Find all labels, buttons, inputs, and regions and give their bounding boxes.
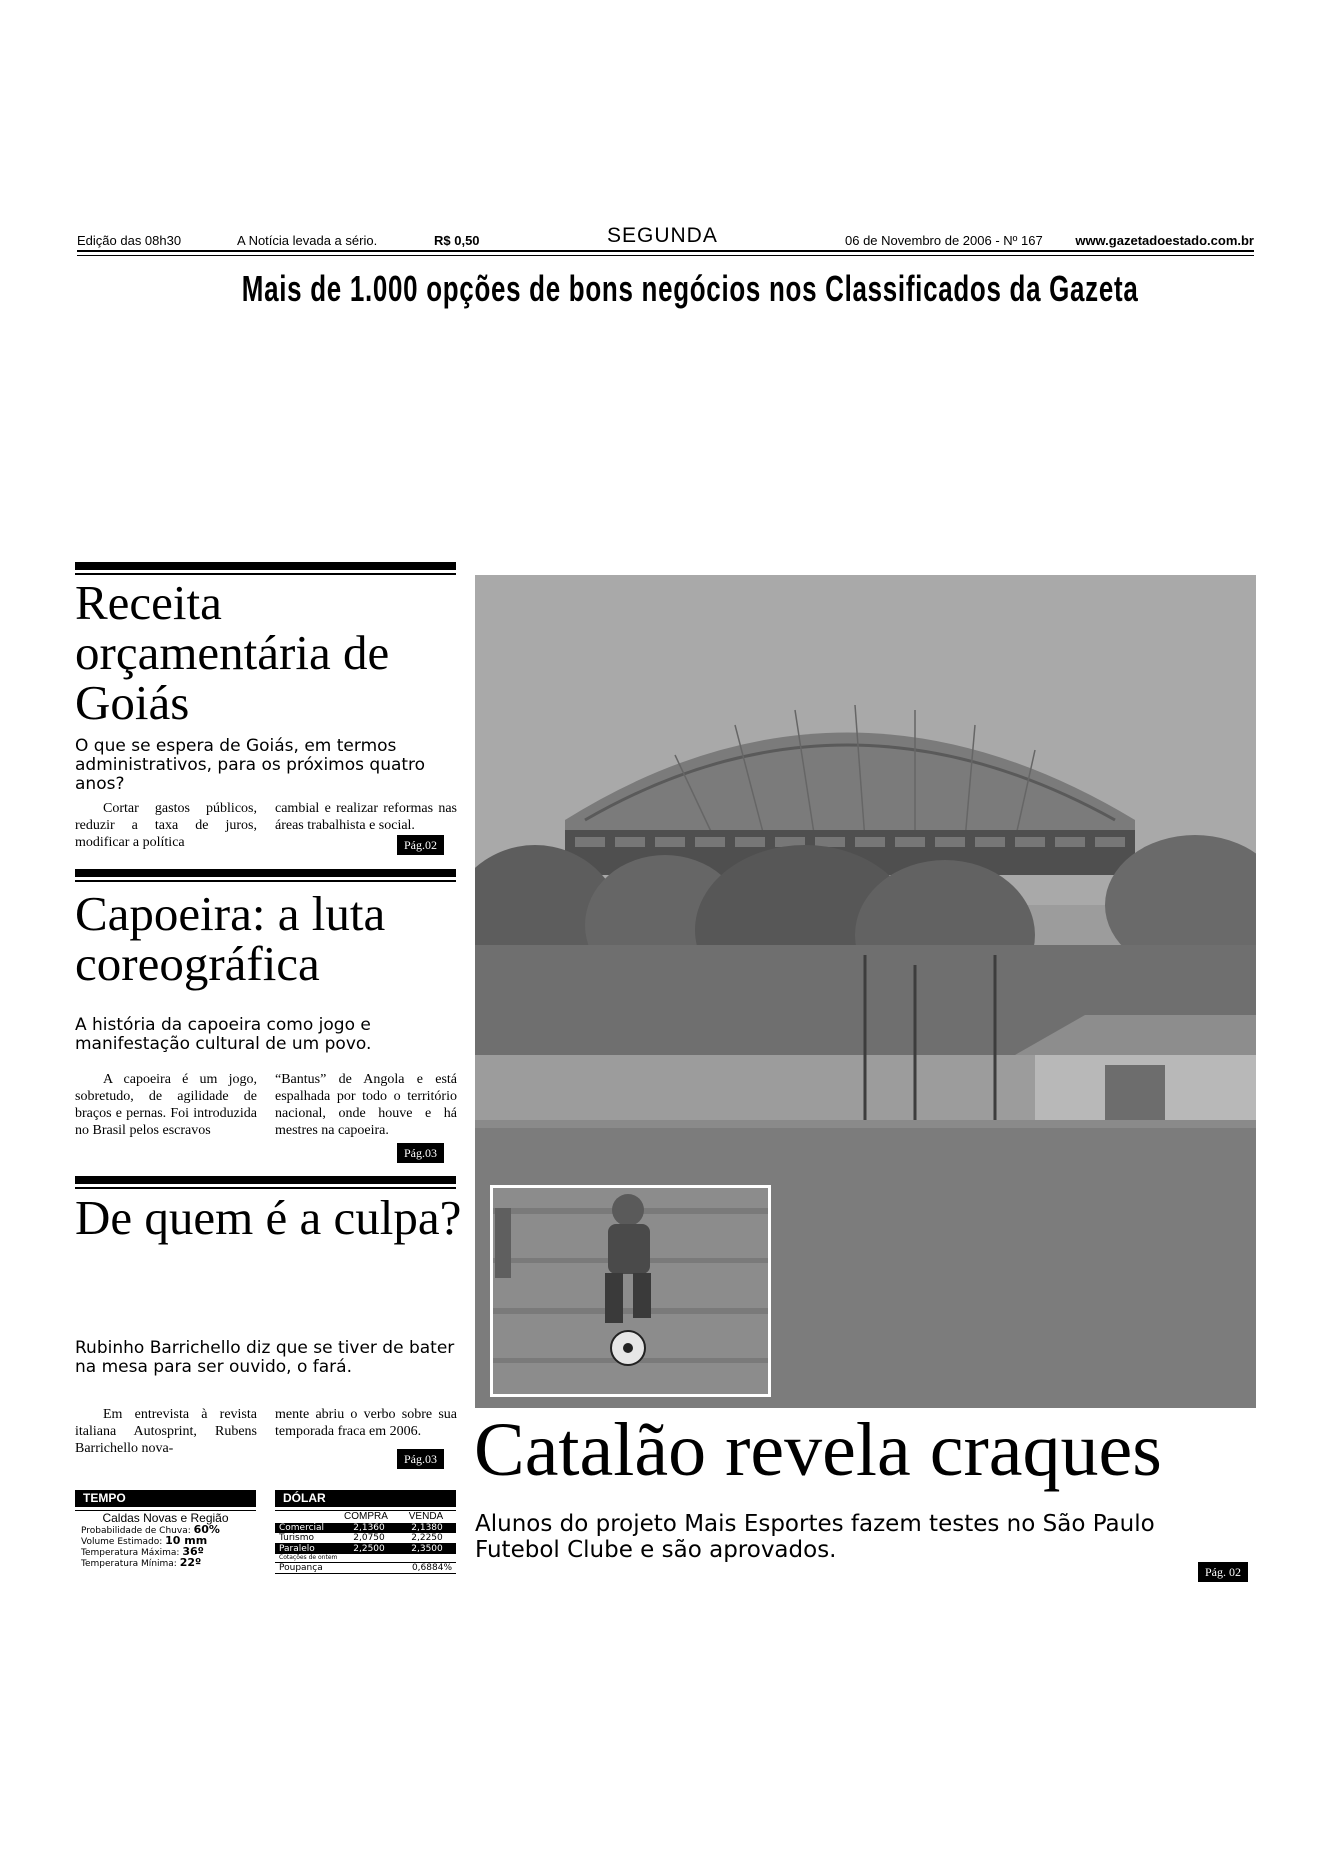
dollar-title: DÓLAR (275, 1490, 456, 1507)
weather-title: TEMPO (75, 1490, 256, 1507)
lead-headline[interactable]: Catalão revela craques (474, 1408, 1162, 1492)
weekday: SEGUNDA (607, 224, 718, 247)
page-reference[interactable]: Pág.03 (397, 1143, 444, 1163)
masthead-rule-thin (77, 255, 1254, 256)
masthead-rule (77, 250, 1254, 252)
article-body-col2: “Bantus” de Angola e está espalhada por todo o território nacional, onde houve e há mestres na capoeira. (275, 1072, 457, 1138)
dollar-header: COMPRA VENDA (344, 1511, 444, 1522)
section-rule (75, 869, 456, 877)
issue-date: 06 de Novembro de 2006 - Nº 167 (845, 233, 1043, 248)
article-body-col1: Cortar gastos públicos, reduzir a taxa de juros, modificar a política (75, 801, 257, 850)
section-rule-thin (75, 1187, 456, 1189)
weather-box (75, 1490, 256, 1569)
savings-row: Poupança 0,6884% (275, 1562, 456, 1574)
weather-row: Temperatura Mínima: 22º (81, 1556, 202, 1569)
article-body-col1: A capoeira é um jogo, sobretudo, de agilidade de braços e pernas. Foi introduzida no Brasil pelos escravos (75, 1072, 257, 1138)
website-link[interactable]: www.gazetadoestado.com.br (1075, 233, 1254, 248)
article-deck: A história da capoeira como jogo e manifestação cultural de um povo. (75, 1015, 372, 1054)
weather-location: Caldas Novas e Região (102, 1511, 229, 1525)
dollar-note: Cotações de ontem (279, 1554, 338, 1561)
page-reference[interactable]: Pág.03 (397, 1449, 444, 1469)
page-reference[interactable]: Pág.02 (397, 835, 444, 855)
dollar-row: Turismo 2,0750 2,2250 (275, 1533, 456, 1544)
section-rule-thin (75, 880, 456, 882)
inset-photo[interactable] (490, 1185, 771, 1397)
section-rule (75, 562, 456, 570)
article-body-col2: cambial e realizar reformas nas áreas trabalhista e social. (275, 801, 457, 833)
article-deck: O que se espera de Goiás, em termos administrativos, para os próximos quatro anos? (75, 736, 426, 794)
article-headline[interactable]: Receita orçamentária de Goiás (75, 575, 390, 730)
lead-deck: Alunos do projeto Mais Esportes fazem testes no São Paulo Futebol Clube e são aprovados. (475, 1511, 1155, 1563)
dollar-box (275, 1490, 456, 1574)
article-headline[interactable]: Capoeira: a luta coreográfica (75, 886, 386, 991)
page-reference[interactable]: Pág. 02 (1198, 1562, 1248, 1582)
section-rule (75, 1176, 456, 1184)
edition-label: Edição das 08h30 (77, 233, 182, 248)
weather-row: Probabilidade de Chuva: 60% (81, 1523, 220, 1536)
article-body-col2: mente abriu o verbo sobre sua temporada fraca em 2006. (275, 1407, 457, 1439)
price: R$ 0,50 (434, 233, 480, 248)
classifieds-banner: Mais de 1.000 opções de bons negócios nos Classificados da Gazeta (241, 268, 1139, 309)
dollar-row: Paralelo 2,2500 2,3500 (275, 1544, 456, 1554)
article-body-col1: Em entrevista à revista italiana Autosprint, Rubens Barrichello nova- (75, 1407, 257, 1456)
weather-row: Temperatura Máxima: 36º (81, 1545, 204, 1558)
weather-row: Volume Estimado: 10 mm (81, 1534, 208, 1547)
slogan: A Notícia levada a sério. (237, 233, 378, 248)
dollar-row: Comercial 2,1360 2,1380 (275, 1523, 456, 1533)
article-headline[interactable]: De quem é a culpa? (75, 1190, 462, 1245)
article-deck: Rubinho Barrichello diz que se tiver de bater na mesa para ser ouvido, o fará. (75, 1338, 455, 1377)
masthead (77, 224, 1254, 250)
